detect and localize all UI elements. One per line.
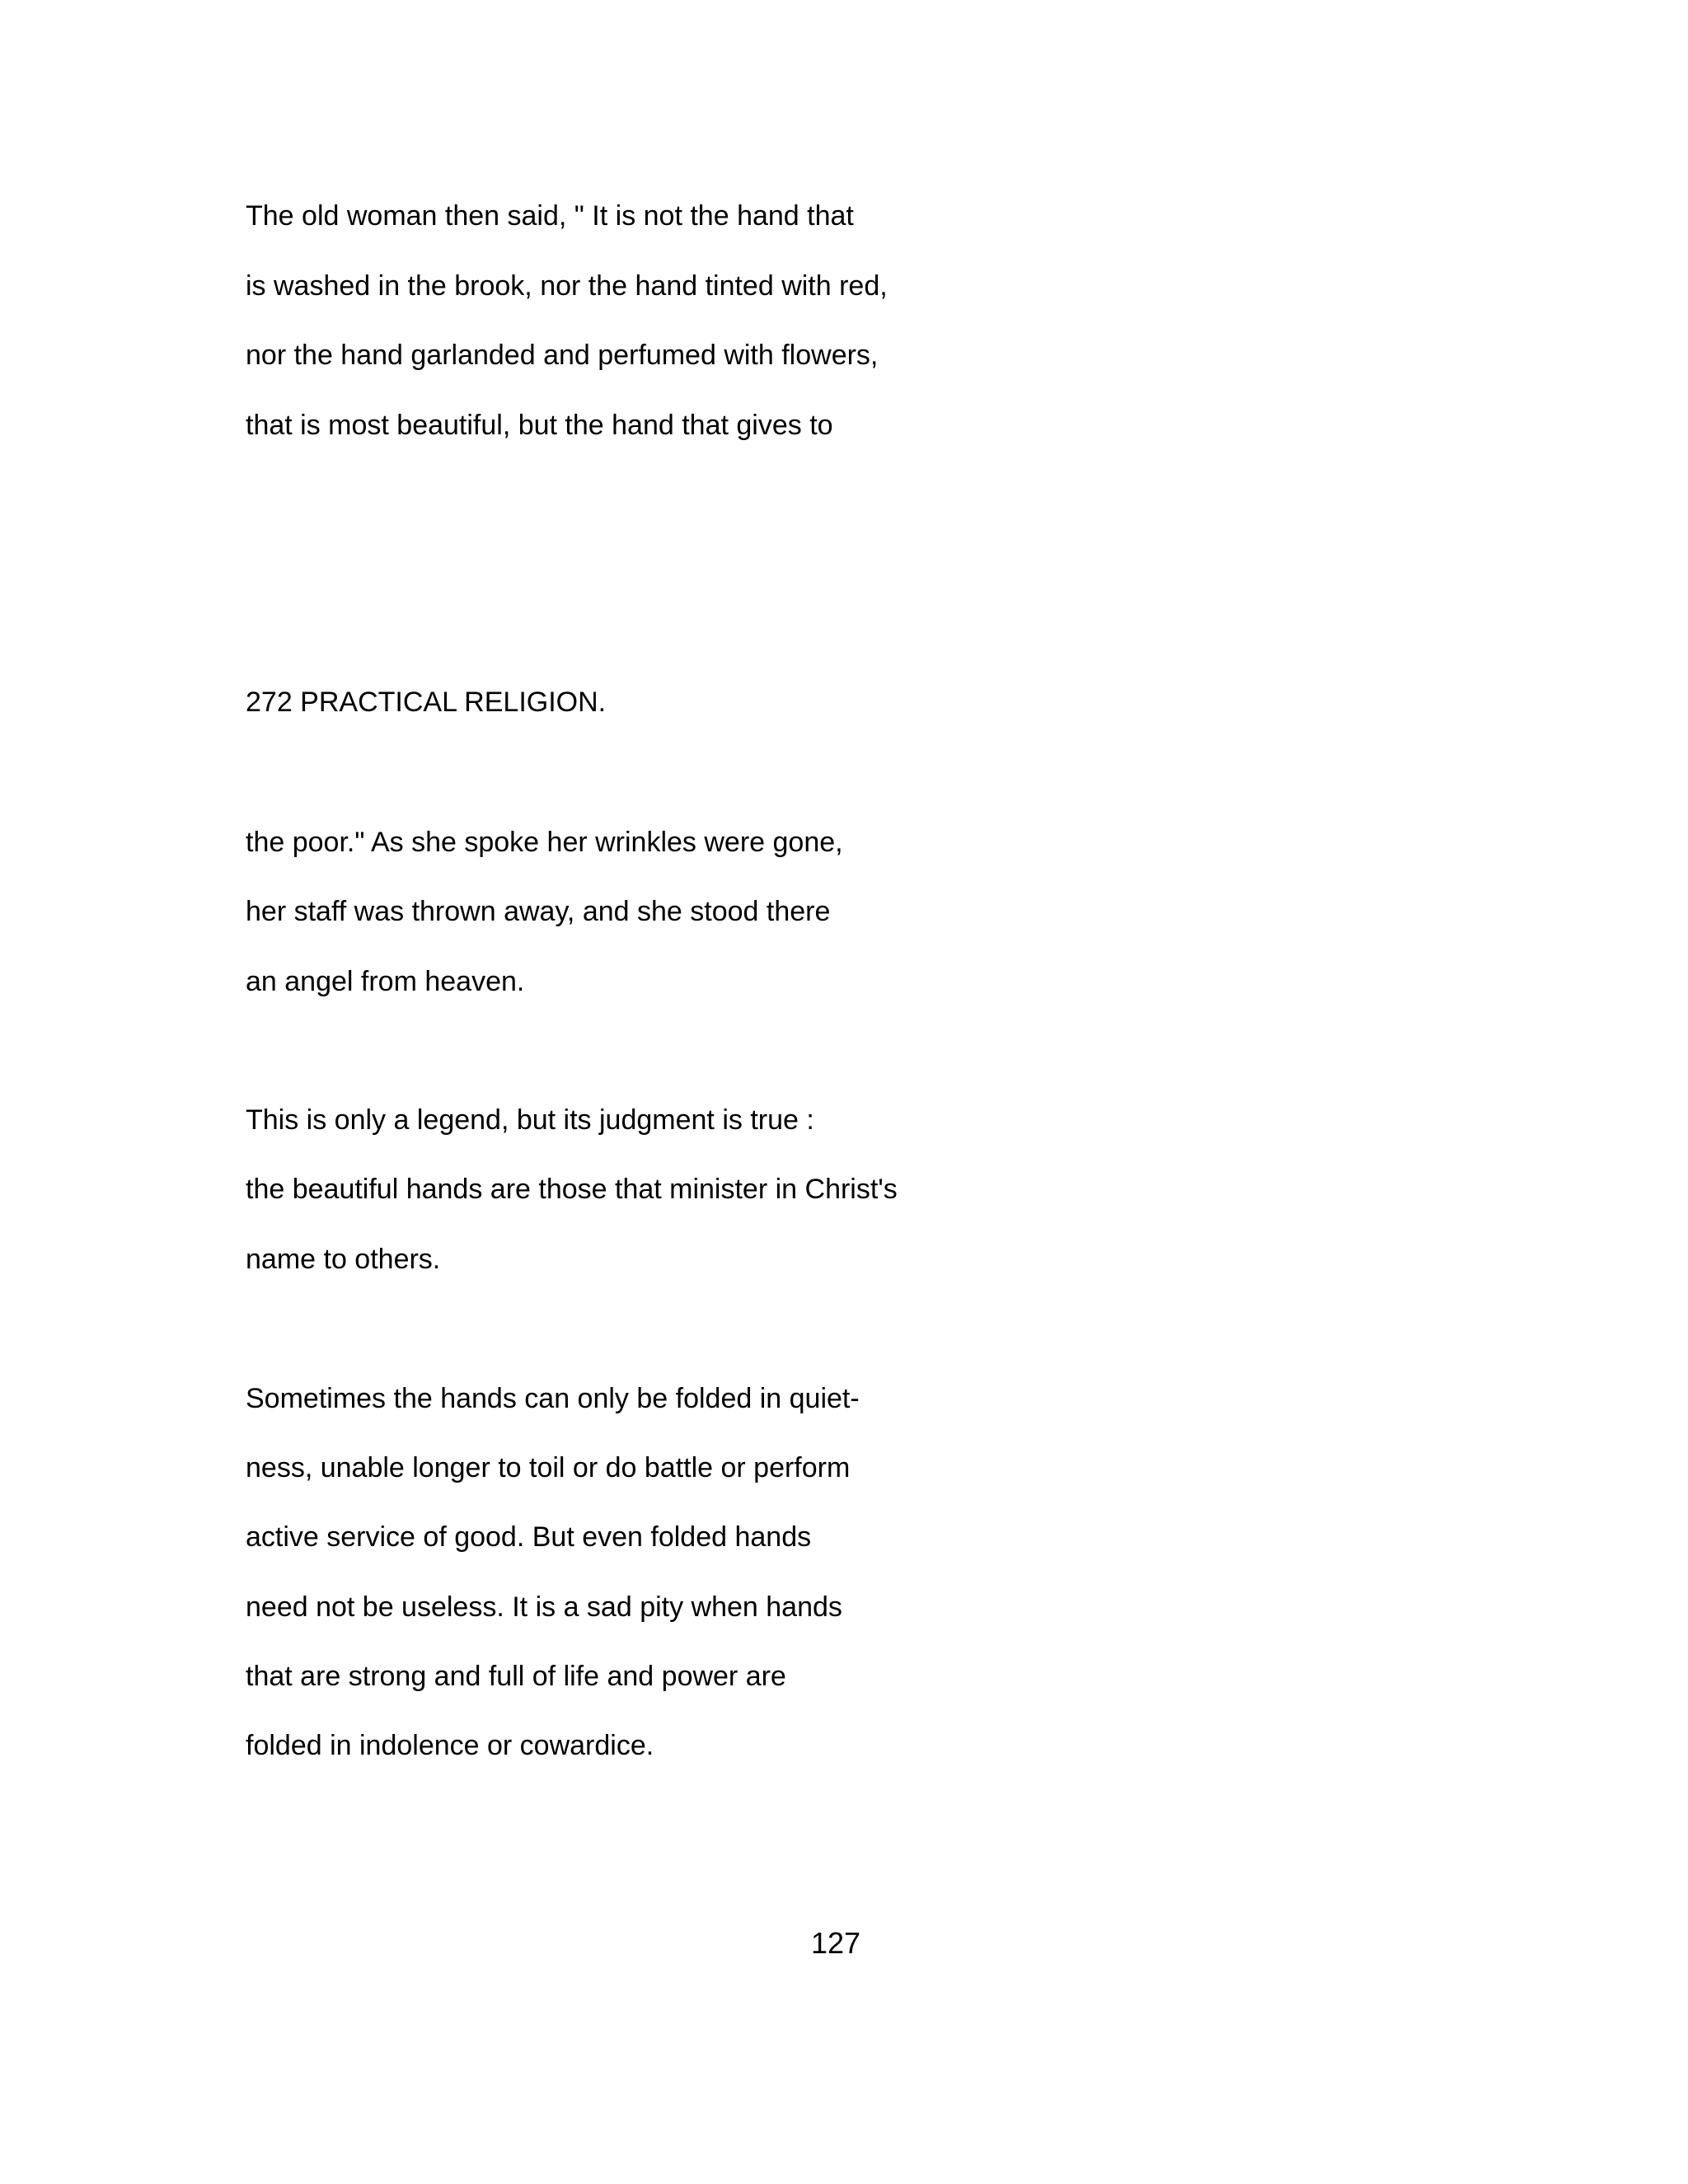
text-line: The old woman then said, " It is not the hand that [246,200,854,232]
text-line: the poor." As she spoke her wrinkles were gone, [246,827,843,858]
text-line: active service of good. But even folded hands [246,1521,812,1553]
running-header: 272 PRACTICAL RELIGION. [246,687,607,718]
page-number: 127 [810,1926,861,1960]
text-line: ness, unable longer to toil or do battle or perform [246,1452,851,1483]
text-line: an angel from heaven. [246,966,525,997]
text-line: that is most beautiful, but the hand that gives to [246,410,833,441]
text-line: her staff was thrown away, and she stood there [246,896,831,927]
text-line: need not be useless. It is a sad pity when hands [246,1591,842,1623]
text-line: nor the hand garlanded and perfumed with flowers, [246,340,879,371]
text-line: Sometimes the hands can only be folded in quiet- [246,1383,860,1414]
text-line: folded in indolence or cowardice. [246,1730,654,1761]
text-line: name to others. [246,1244,441,1275]
text-line: that are strong and full of life and power are [246,1661,786,1692]
text-line: This is only a legend, but its judgment is true : [246,1104,814,1136]
text-line: the beautiful hands are those that minister in Christ's [246,1174,898,1205]
text-line: is washed in the brook, nor the hand tinted with red, [246,270,888,302]
